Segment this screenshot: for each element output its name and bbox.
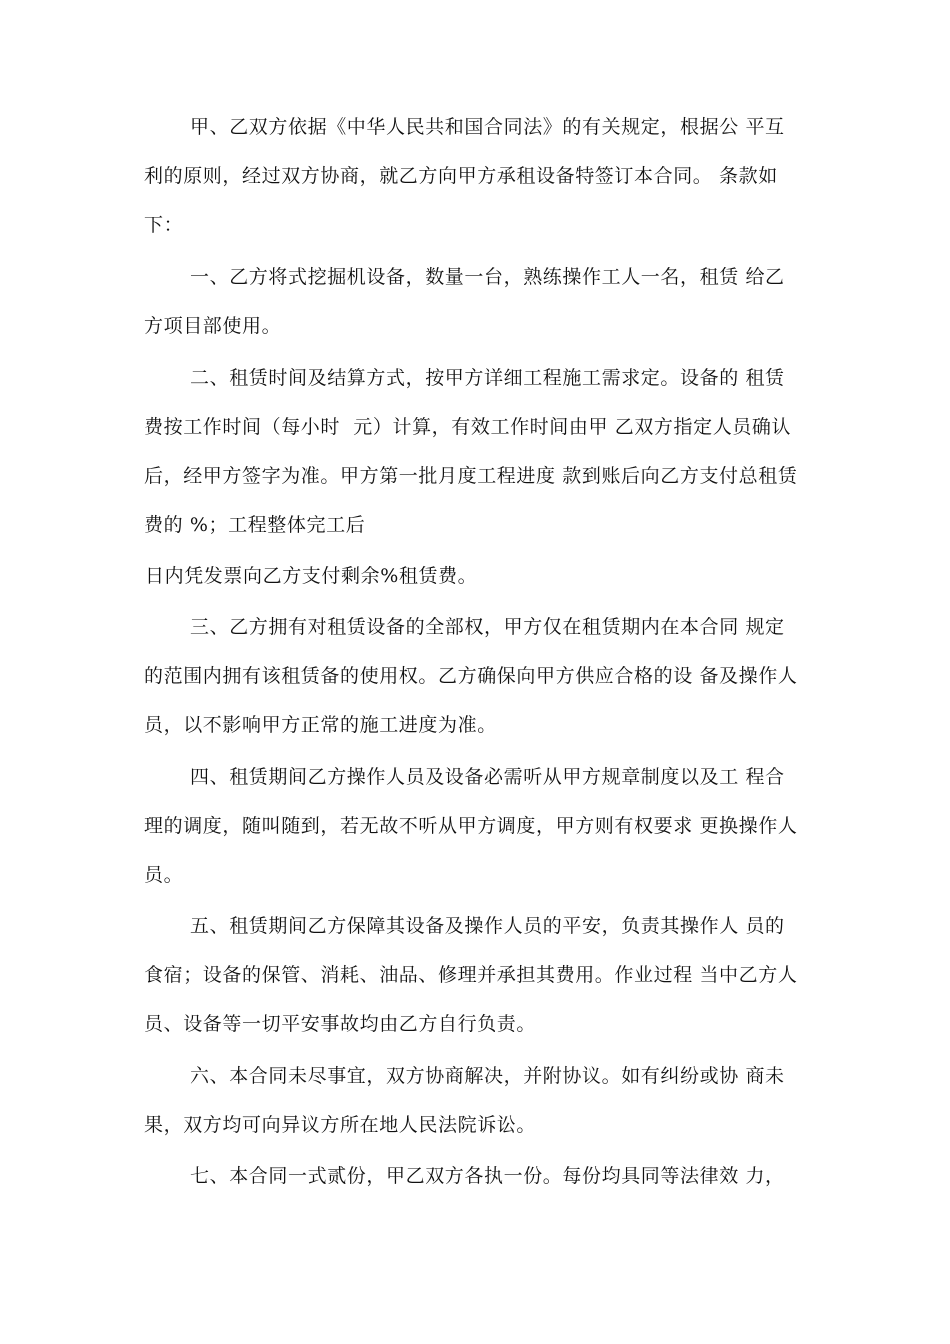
clause-4-line-2: 理的调度，随叫随到，若无故不听从甲方调度，甲方则有权要求 更换操作人 (144, 815, 798, 837)
clause-3-line-2: 的范围内拥有该租赁备的使用权。乙方确保向甲方供应合格的设 备及操作人 (144, 665, 798, 687)
clause-4-line-1: 四、租赁期间乙方操作人员及设备必需听从甲方规章制度以及工 程合 (190, 766, 785, 788)
clause-1-line-1: 一、乙方将式挖掘机设备，数量一台，熟练操作工人一名，租赁 给乙 (190, 266, 785, 288)
clause-6-line-2: 果，双方均可向异议方所在地人民法院诉讼。 (144, 1114, 537, 1136)
clause-5-line-1: 五、租赁期间乙方保障其设备及操作人员的平安，负责其操作人 员的 (190, 915, 785, 937)
clause-2-line-5: 日内凭发票向乙方支付剩余%租赁费。 (145, 565, 478, 587)
clause-1-line-2: 方项目部使用。 (144, 315, 282, 337)
paragraph-intro-line-3: 下： (144, 214, 184, 236)
clause-5-line-2: 食宿；设备的保管、消耗、油品、修理并承担其费用。作业过程 当中乙方人 (144, 964, 798, 986)
clause-3-line-1: 三、乙方拥有对租赁设备的全部权，甲方仅在租赁期内在本合同 规定 (190, 616, 785, 638)
clause-3-line-3: 员，以不影响甲方正常的施工进度为准。 (144, 714, 497, 736)
clause-2-line-1: 二、租赁时间及结算方式，按甲方详细工程施工需求定。设备的 租赁 (190, 367, 785, 389)
clause-2-line-4: 费的 %；工程整体完工后 (144, 514, 366, 536)
clause-5-line-3: 员、设备等一切平安事故均由乙方自行负责。 (144, 1013, 537, 1035)
clause-6-line-1: 六、本合同未尽事宜，双方协商解决，并附协议。如有纠纷或协 商未 (190, 1065, 785, 1087)
clause-2-line-3: 后，经甲方签字为准。甲方第一批月度工程进度 款到账后向乙方支付总租赁 (144, 465, 798, 487)
paragraph-intro-line-2: 利的原则，经过双方协商，就乙方向甲方承租设备特签订本合同。 条款如 (144, 165, 778, 187)
clause-4-line-3: 员。 (144, 864, 184, 886)
clause-7-line-1: 七、本合同一式贰份，甲乙双方各执一份。每份均具同等法律效 力， (190, 1165, 785, 1187)
clause-2-line-2: 费按工作时间（每小时 元）计算，有效工作时间由甲 乙双方指定人员确认 (144, 416, 792, 438)
paragraph-intro-line-1: 甲、乙双方依据《中华人民共和国合同法》的有关规定，根据公 平互 (190, 116, 785, 138)
